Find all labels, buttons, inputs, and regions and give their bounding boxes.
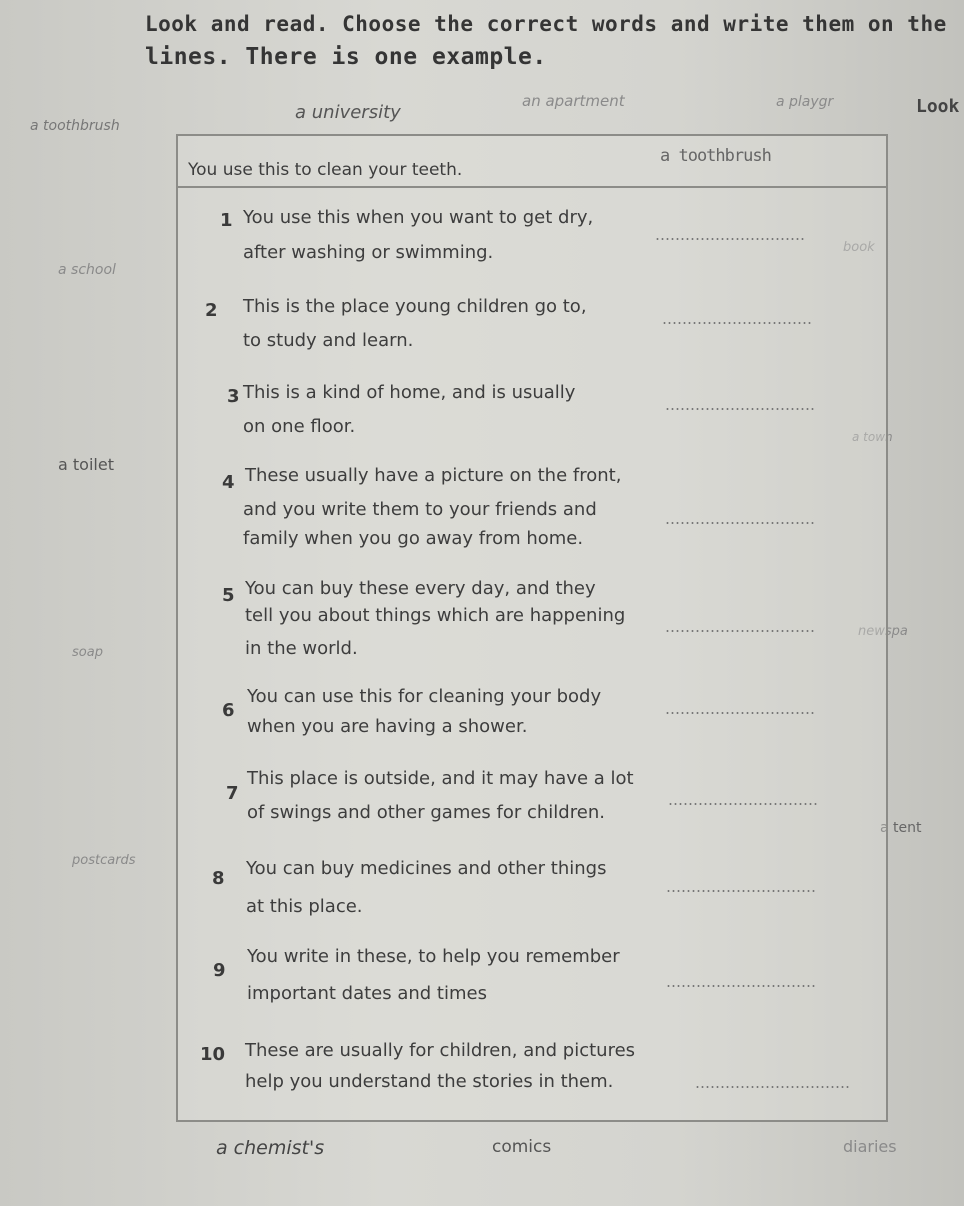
word-bank-postcards: postcards <box>72 853 136 868</box>
word-bank-town: a town <box>852 430 893 444</box>
word-bank-toothbrush: a toothbrush <box>30 118 120 134</box>
question-line: This place is outside, and it may have a lot <box>247 768 634 789</box>
instruction-line-1: Look and read. Choose the correct words and write them on the <box>145 12 947 36</box>
question-line: on one floor. <box>243 416 356 437</box>
word-bank-toilet: a toilet <box>58 455 114 474</box>
question-number: 8 <box>212 868 225 889</box>
word-bank-tent: a tent <box>880 820 922 836</box>
question-line: You can use this for cleaning your body <box>247 686 602 707</box>
question-line: and you write them to your friends and <box>243 499 597 520</box>
word-bank-apartment: an apartment <box>522 92 625 110</box>
question-line: help you understand the stories in them. <box>245 1071 614 1092</box>
question-line: in the world. <box>245 638 358 659</box>
word-bank-book: book <box>843 240 875 255</box>
word-bank-diaries: diaries <box>843 1137 897 1156</box>
question-number: 1 <box>220 210 233 231</box>
question-line: to study and learn. <box>243 330 414 351</box>
answer-line-2[interactable] <box>662 322 812 324</box>
answer-line-4[interactable] <box>665 522 815 524</box>
answer-line-8[interactable] <box>666 890 816 892</box>
question-number: 4 <box>222 472 235 493</box>
answer-line-10[interactable] <box>695 1086 850 1088</box>
question-line: at this place. <box>246 896 363 917</box>
answer-line-9[interactable] <box>666 985 816 987</box>
word-bank-soap: soap <box>72 645 103 660</box>
question-line: These usually have a picture on the front, <box>245 465 622 486</box>
question-number: 9 <box>213 960 226 981</box>
question-number: 7 <box>226 783 239 804</box>
word-bank-comics: comics <box>492 1137 552 1157</box>
answer-line-7[interactable] <box>668 803 818 805</box>
question-line: when you are having a shower. <box>247 716 528 737</box>
instruction-line-2: lines. There is one example. <box>145 44 547 70</box>
question-line: family when you go away from home. <box>243 528 584 549</box>
word-bank-chemists: a chemist's <box>216 1137 325 1159</box>
answer-line-6[interactable] <box>665 712 815 714</box>
example-divider <box>176 186 886 188</box>
question-number: 10 <box>200 1044 226 1065</box>
answer-line-5[interactable] <box>665 630 815 632</box>
question-number: 3 <box>227 386 240 407</box>
word-bank-look: Look <box>916 96 960 117</box>
questions-box <box>176 134 888 1122</box>
question-number: 2 <box>205 300 218 321</box>
question-line: You use this when you want to get dry, <box>243 207 594 228</box>
question-line: This is a kind of home, and is usually <box>243 382 576 403</box>
word-bank-newspaper: newspa <box>858 624 908 639</box>
answer-line-3[interactable] <box>665 408 815 410</box>
question-line: This is the place young children go to, <box>243 296 587 317</box>
example-text: You use this to clean your teeth. <box>188 160 463 180</box>
example-answer: a toothbrush <box>660 146 771 166</box>
question-line: after washing or swimming. <box>243 242 494 263</box>
word-bank-university: a university <box>295 102 401 123</box>
question-line: important dates and times <box>247 983 487 1004</box>
question-line: You can buy these every day, and they <box>245 578 596 599</box>
question-line: You write in these, to help you remember <box>247 946 620 967</box>
question-line: You can buy medicines and other things <box>246 858 607 879</box>
word-bank-school: a school <box>58 262 116 278</box>
answer-line-1[interactable] <box>655 238 805 240</box>
question-number: 6 <box>222 700 235 721</box>
question-line: tell you about things which are happening <box>245 605 626 626</box>
question-line: These are usually for children, and pictures <box>245 1040 636 1061</box>
word-bank-playground: a playgr <box>776 94 834 110</box>
question-number: 5 <box>222 585 235 606</box>
question-line: of swings and other games for children. <box>247 802 605 823</box>
